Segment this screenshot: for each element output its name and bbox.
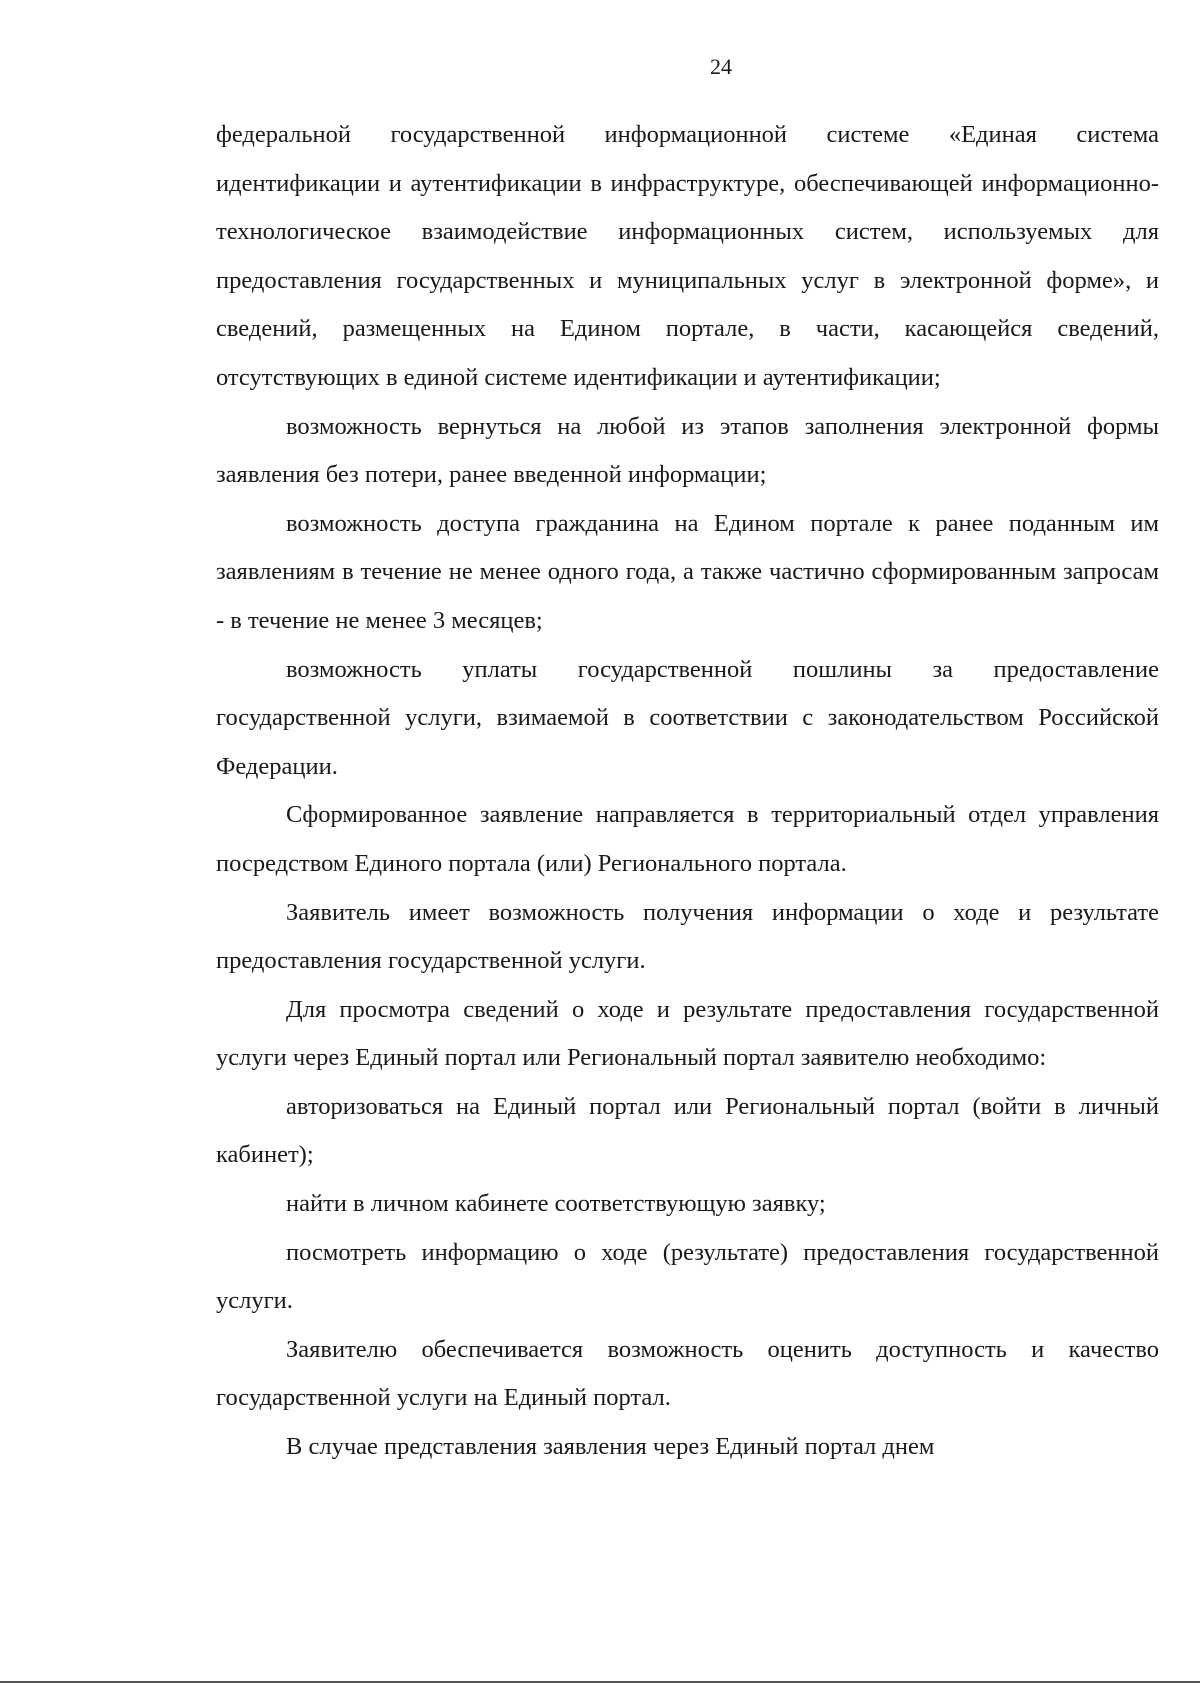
paragraph: возможность вернуться на любой из этапов заполнения электронной формы заявления без потери, ранее введенной информации; <box>216 412 1159 489</box>
paragraph: найти в личном кабинете соответствующую заявку; <box>286 1190 826 1218</box>
page-number: 24 <box>710 54 732 79</box>
bottom-divider <box>0 1681 1200 1683</box>
paragraph: авторизоваться на Единый портал или Региональный портал (войти в личный кабинет); <box>216 1092 1159 1169</box>
paragraph: Заявитель имеет возможность получения информации о ходе и результате предоставления государственной услуги. <box>216 898 1159 975</box>
paragraph: посмотреть информацию о ходе (результате) предоставления государственной услуги. <box>216 1238 1159 1315</box>
paragraph: федеральной государственной информационной системе «Единая система идентификации и аутентификации в инфраструктуре, обеспечивающей информационно-технологическое взаимодействие информационных систем, используемых для предоставления государственных и муниципальных услуг в электронной форме», и сведений, размещенных на Едином портале, в части, касающейся сведений, отсутствующих в единой системе идентификации и аутентификации; <box>216 121 1159 391</box>
paragraph: Заявителю обеспечивается возможность оценить доступность и качество государственной услуги на Единый портал. <box>216 1335 1159 1412</box>
paragraph: возможность уплаты государственной пошлины за предоставление государственной услуги, взимаемой в соответствии с законодательством Российской Федерации. <box>216 655 1159 780</box>
paragraph: Для просмотра сведений о ходе и результате предоставления государственной услуги через Единый портал или Региональный портал заявителю необходимо: <box>216 995 1159 1072</box>
document-body <box>216 111 1159 1472</box>
paragraph: В случае представления заявления через Единый портал днем <box>286 1433 935 1461</box>
paragraph: Сформированное заявление направляется в территориальный отдел управления посредством Единого портала (или) Регионального портала. <box>216 801 1159 877</box>
paragraph: возможность доступа гражданина на Едином портале к ранее поданным им заявлениям в течение не менее одного года, а также частично сформированным запросам - в течение не менее 3 месяцев; <box>216 509 1159 634</box>
